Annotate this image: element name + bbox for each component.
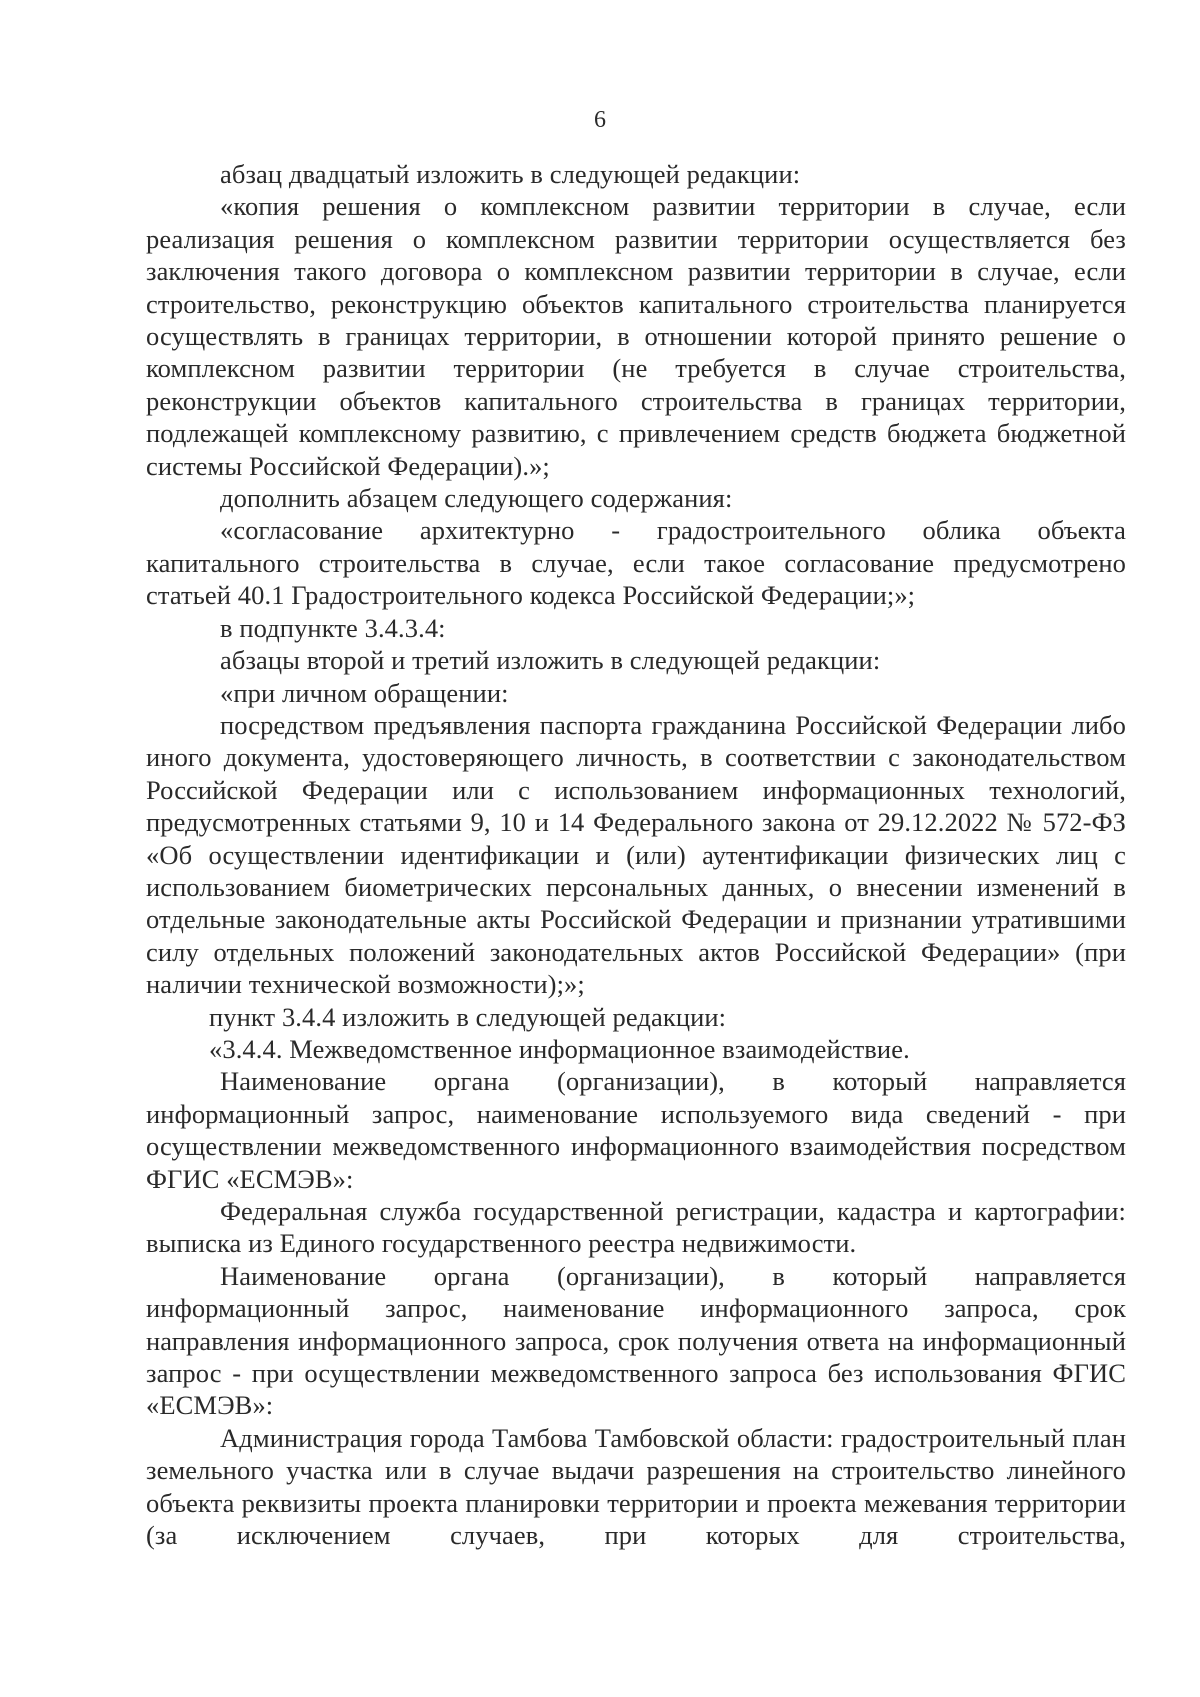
paragraph-7: «при личном обращении: [220,677,509,708]
paragraph-6: абзацы второй и третий изложить в следующей редакции: [220,645,881,676]
paragraph-10: «3.4.4. Межведомственное информационное взаимодействие. [209,1033,910,1064]
document-body [146,158,1126,1551]
paragraph-11: Наименование органа (организации), в который направляется информационный запрос, наименование используемого вида сведений - при осуществлении межведомственного информационного взаимодействия посредством ФГИС «ЕСМЭВ»: [146,1066,1126,1194]
paragraph-8: посредством предъявления паспорта гражданина Российской Федерации либо иного документа, удостоверяющего личность, в соответствии с законодательством Российской Федерации или с использованием информационных технологий, предусмотренных статьями 9, 10 и 14 Федерального закона от 29.12.2022 № 572-ФЗ «Об осуществлении идентификации и (или) аутентификации физических лиц с использованием биометрических персональных данных, о внесении изменений в отдельные законодательные акты Российской Федерации и признании утратившими силу отдельных положений законодательных актов Российской Федерации» (при наличии технической возможности);»; [146,709,1126,1000]
paragraph-12: Федеральная служба государственной регистрации, кадастра и картографии: выписка из Единого государственного реестра недвижимости. [146,1196,1126,1259]
paragraph-3: дополнить абзацем следующего содержания: [220,483,733,514]
paragraph-13: Наименование органа (организации), в который направляется информационный запрос, наименование информационного запроса, срок направления информационного запроса, срок получения ответа на информационный запрос - при осуществлении межведомственного запроса без использования ФГИС «ЕСМЭВ»: [146,1260,1126,1421]
paragraph-4: «согласование архитектурно - градостроительного облика объекта капитального строительства в случае, если такое согласование предусмотрено статьей 40.1 Градостроительного кодекса Российской Федерации;»; [146,515,1126,611]
paragraph-9: пункт 3.4.4 изложить в следующей редакции: [209,1001,727,1032]
page-number: 6 [594,107,606,133]
paragraph-5: в подпункте 3.4.3.4: [220,612,446,643]
paragraph-14: Администрация города Тамбова Тамбовской области: градостроительный план земельного участка или в случае выдачи разрешения на строительство линейного объекта реквизиты проекта планировки территории и проекта межевания территории (за исключением случаев, при которых для строительства, [146,1422,1126,1551]
paragraph-2: «копия решения о комплексном развитии территории в случае, если реализация решения о комплексном развитии территории осуществляется без заключения такого договора о комплексном развитии территории в случае, если строительство, реконструкцию объектов капитального строительства планируется осуществлять в границах территории, в отношении которой принято решение о комплексном развитии территории (не требуется в случае строительства, реконструкции объектов капитального строительства в границах территории, подлежащей комплексному развитию, с привлечением средств бюджета бюджетной системы Российской Федерации).»; [146,191,1126,481]
paragraph-1: абзац двадцатый изложить в следующей редакции: [220,159,801,189]
